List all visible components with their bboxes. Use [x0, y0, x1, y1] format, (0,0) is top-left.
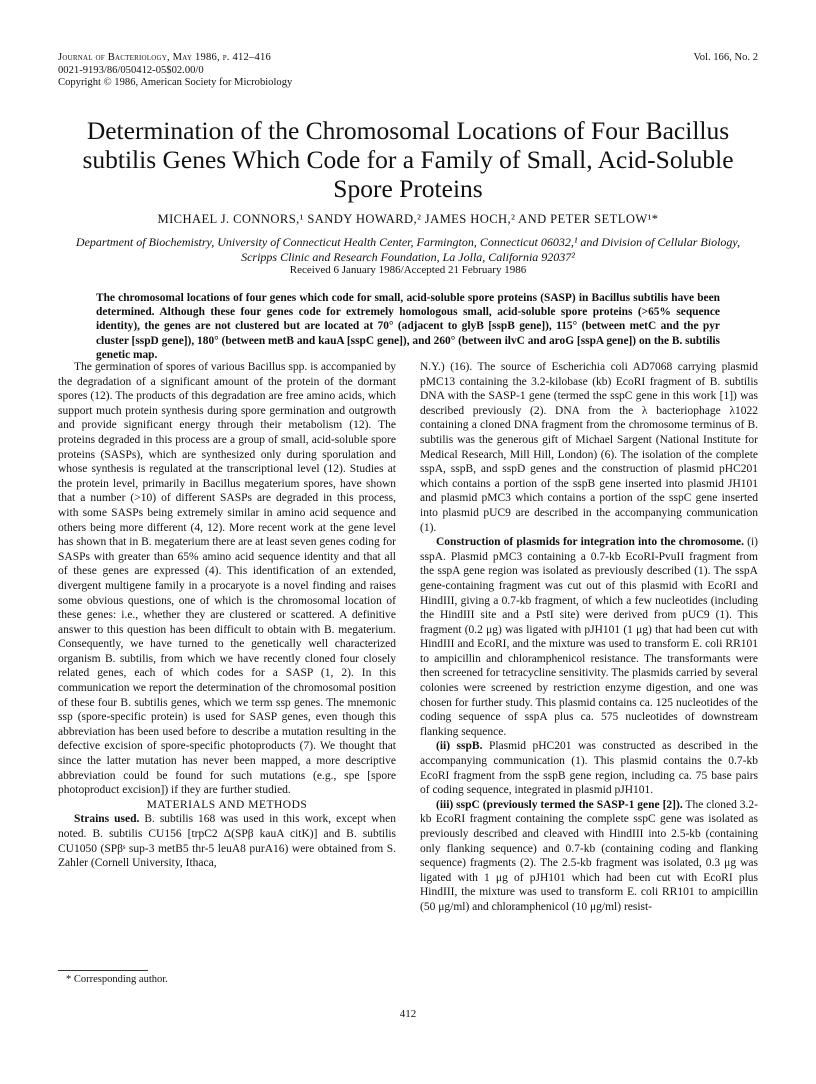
intro-paragraph: The germination of spores of various Bacillus spp. is accompanied by the degradation of a significant amount of the protein of the dormant spores (12). The products of this degradation are free amino acids, which support much protein synthesis during spore germination and outgrowth and provide significant energy through their metabolism (12). The proteins degraded in this process are a group of small, acid-soluble spore proteins (SASPs), which are synthesized only during sporulation and whose synthesis is regulated at the transcriptional level (12). Studies at the protein level, primarily in Bacillus megaterium spores, have shown that a number (>10) of different SASPs are degraded in this process, with some SASPs being extremely similar in amino acid sequence and others being more different (4, 12). More recent work at the gene level has shown that in B. megaterium there are at least seven genes coding for SASPs with greater than 65% amino acid sequence identity and that all of these genes are expressed (4). This identification of an extended, divergent multigene family in a procaryote is a novel finding and raises some obvious questions, one of which is the chromosomal location of these genes: i.e., whether they are clustered or scattered. A definitive answer to this question has been difficult to obtain with B. megaterium. Consequently, we have turned to the genetically well characterized organism B. subtilis, from which we have recently cloned four closely related genes, each of which codes for a SASP (1, 2). In this communication we report the determination of the chromosomal position of these four B. subtilis genes, which we term ssp genes. The mnemonic ssp (spore-specific protein) is used for SASP genes, even though this abbreviation has been used before to describe a mutation resulting in the defective excision of spore-specific photoproducts (7). We thought that since the latter mutation has never been mapped, a more descriptive abbreviation could be found for such mutations (e.g., spe [spore photoproduct excision]) if they are further studied.	[58, 361, 396, 797]
journal-citation: Journal of Bacteriology, May 1986, p. 412–416	[58, 52, 271, 63]
strains-text: B. subtilis 168 was used in this work, except when noted. B. subtilis CU156 [trpC2 Δ(SPβ kauA citK)] and B. subtilis CU1050 (SPβˢ sup-3 metB5 thr-5 leuA8 purA16) were obtained from S. Zahler (Cornell University, Ithaca,	[58, 813, 396, 870]
strains-heading: Strains used.	[74, 813, 140, 826]
sspb-paragraph	[420, 739, 758, 797]
sspc-heading: (iii) sspC (previously termed the SASP-1 gene [2]).	[436, 798, 683, 811]
article-title: Determination of the Chromosomal Locations of Four Bacillus subtilis Genes Which Code for a Family of Small, Acid-Soluble Spore Proteins	[82, 116, 734, 203]
construction-text: (i) sspA. Plasmid pMC3 containing a 0.7-kb EcoRI-PvuII fragment from the sspA gene region was isolated as previously described (1). The sspA gene-containing fragment was cut out of this plasmid with EcoRI and HindIII, giving a 0.7-kb fragment, of which a few nucleotides (including the HindIII site and a PstI site) were derived from pUC9 (1). This fragment (0.2 μg) was ligated with pJH101 (1 μg) that had been cut with HindIII and EcoRI, and the mixture was used to transform E. coli RR101 to ampicillin and chloramphenicol resistance. The transformants were then screened for tetracycline sensitivity. The plasmids carried by several colonies were screened by restriction enzyme digestion, and one was chosen for further study. This plasmid contains ca. 125 nucleotides of the coding sequence of sspA plus ca. 575 nucleotides of downstream flanking sequence.	[420, 536, 758, 738]
continued-paragraph: N.Y.) (16). The source of Escherichia coli AD7068 carrying plasmid pMC13 containing the 3.2-kilobase (kb) EcoRI fragment of B. subtilis DNA with the SASP-1 gene (termed the sspC gene in this work [1]) was described previously (2). DNA from the λ bacteriophage λ1022 containing a cloned DNA fragment from the chromosome terminus of B. subtilis was the generous gift of Michael Sargent (National Institute for Medical Research, Mill Hill, London) (6). The isolation of the complete sspA, sspB, and sspD genes and the construction of plasmid pHC201 which contains a portion of the sspB gene inserted into plasmid JH101 and plasmid pMC3 which contains a portion of the sspC gene inserted into plasmid pUC9 are described in the accompanying communication (1).	[420, 361, 758, 534]
sspc-paragraph	[420, 798, 758, 915]
received-date: Received 6 January 1986/Accepted 21 February 1986	[289, 264, 527, 276]
footnote-rule	[58, 970, 148, 971]
sspb-text: Plasmid pHC201 was constructed as described in the accompanying communication (1). This plasmid contains the 0.7-kb EcoRI fragment from the sspB gene region, including ca. 75 base pairs of coding sequence, integrated in plasmid pJH101.	[420, 740, 758, 797]
abstract: The chromosomal locations of four genes which code for small, acid-soluble spore proteins (SASP) in Bacillus subtilis have been determined. Although these four genes code for extremely homologous small, acid-soluble spore proteins (>65% sequence identity), the genes are not clustered but are located at 70° (adjacent to glyB [sspB gene]), 115° (between metC and the pyr cluster [sspD gene]), 180° (between metB and kauA [sspC gene]), and 260° (between ilvC and aroG [sspA gene]) on the B. subtilis genetic map.	[96, 292, 720, 361]
page-number: 412	[399, 1008, 417, 1020]
running-header	[58, 52, 292, 90]
section-heading: MATERIALS AND METHODS	[146, 798, 308, 811]
footnote: * Corresponding author.	[66, 974, 168, 985]
article-code: 0021-9193/86/050412-05$02.00/0	[58, 64, 204, 76]
author-list: MICHAEL J. CONNORS,¹ SANDY HOWARD,² JAMES HOCH,² AND PETER SETLOW¹*	[157, 212, 659, 226]
copyright-line: Copyright © 1986, American Society for Microbiology	[58, 77, 293, 89]
volume-issue: Vol. 166, No. 2	[693, 52, 758, 63]
sspc-text: The cloned 3.2-kb EcoRI fragment containing the complete sspC gene was isolated as previously described and cleaved with HindIII into 2.5-kb (containing only flanking sequence) and 0.7-kb (containing coding and flanking sequence) fragments (2). The 2.5-kb fragment was isolated, 0.3 μg was ligated with 1 μg of pJH101 which had been cut with EcoRI plus HindIII, the mixture was used to transform E. coli RR101 to ampicillin (50 μg/ml) and chloramphenicol (10 μg/ml) resist-	[420, 798, 758, 913]
affiliation: Department of Biochemistry, University of Connecticut Health Center, Farmington, Connecticut 06032,¹ and Division of Cellular Biology, Scripps Clinic and Research Foundation, La Jolla, California 92037²	[75, 235, 741, 264]
strains-paragraph	[58, 812, 396, 870]
sspb-heading: (ii) sspB.	[436, 740, 483, 753]
left-column	[58, 360, 396, 871]
construction-paragraph	[420, 535, 758, 739]
construction-heading: Construction of plasmids for integration into the chromosome.	[436, 536, 745, 549]
right-column	[420, 360, 758, 915]
